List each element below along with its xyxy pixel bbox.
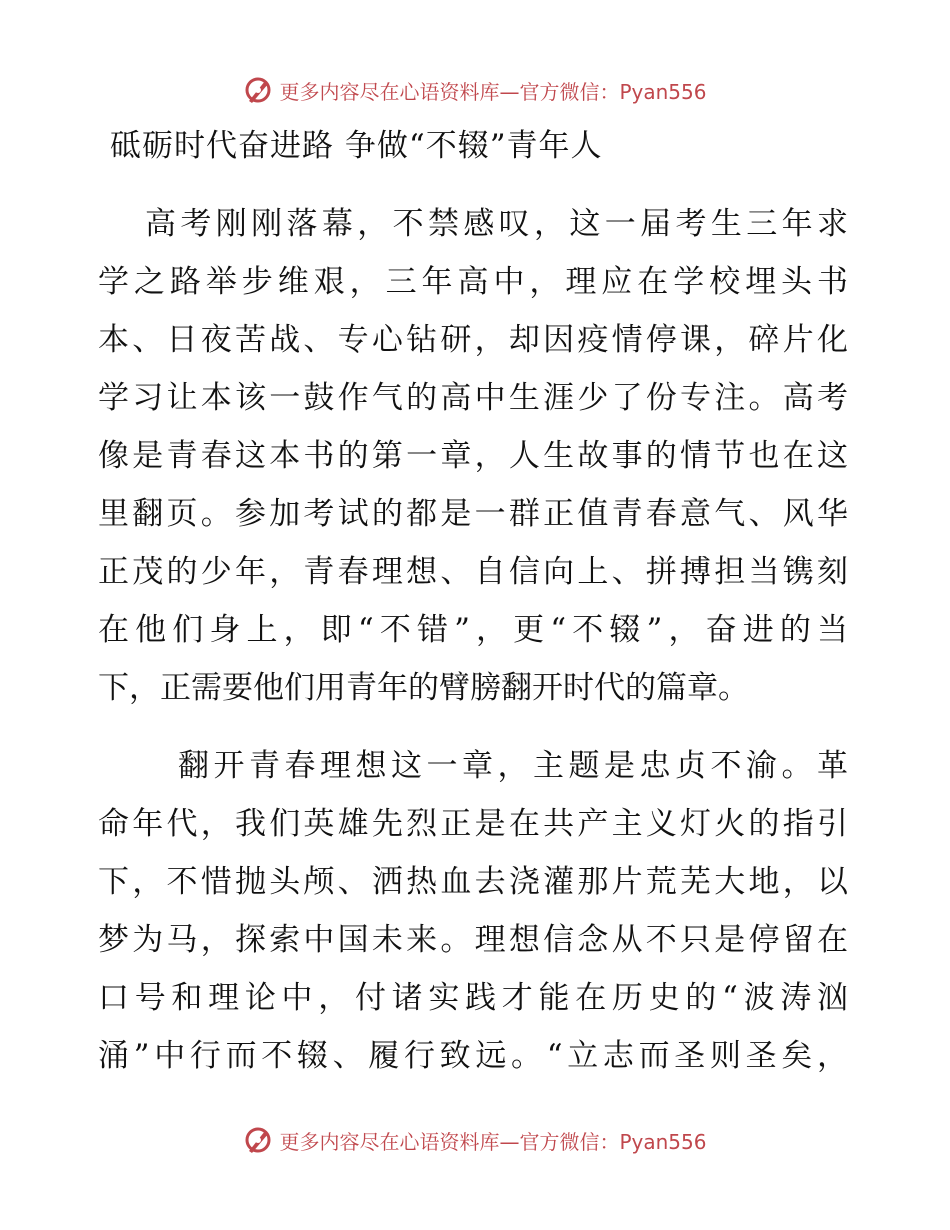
watermark-text: 更多内容尽在心语资料库—官方微信：Pyan556 xyxy=(279,79,707,104)
body-line: 梦为马，探索中国未来。理想信念从不只是停留在 xyxy=(98,922,852,958)
body-line: 像是青春这本书的第一章，人生故事的情节也在这 xyxy=(98,438,852,474)
body-line: 里翻页。参加考试的都是一群正值青春意气、风华 xyxy=(98,496,852,532)
body-line: 高考刚刚落幕，不禁感叹，这一届考生三年求 xyxy=(145,206,853,242)
watermark-text: 更多内容尽在心语资料库—官方微信：Pyan556 xyxy=(279,1129,707,1154)
footer-watermark xyxy=(0,1120,950,1160)
body-line: 下，不惜抛头颅、洒热血去浇灌那片荒芜大地，以 xyxy=(98,864,852,900)
body-line: 涌”中行而不辍、履行致远。“立志而圣则圣矣， xyxy=(98,1038,853,1074)
pen-logo-icon xyxy=(243,75,273,105)
body-line: 本、日夜苦战、专心钻研，却因疫情停课，碎片化 xyxy=(98,322,852,358)
body-line: 翻开青春理想这一章，主题是忠贞不渝。革 xyxy=(178,748,853,784)
body-line: 口号和理论中，付诸实践才能在历史的“波涛汹 xyxy=(98,980,854,1016)
body-line: 学之路举步维艰，三年高中，理应在学校埋头书 xyxy=(98,264,853,300)
body-line: 下，正需要他们用青年的臂膀翻开时代的篇章。 xyxy=(98,670,749,706)
document-title: 砥砺时代奋进路 争做“不辍”青年人 xyxy=(110,128,603,164)
body-line: 正茂的少年，青春理想、自信向上、拼搏担当镌刻 xyxy=(98,554,852,590)
header-watermark xyxy=(0,70,950,110)
pen-logo-icon xyxy=(243,1125,273,1155)
body-line: 命年代，我们英雄先烈正是在共产主义灯火的指引 xyxy=(98,806,852,842)
body-line: 学习让本该一鼓作气的高中生涯少了份专注。高考 xyxy=(98,380,852,416)
body-line: 在他们身上，即“不错”，更“不辍”，奋进的当 xyxy=(98,612,855,648)
